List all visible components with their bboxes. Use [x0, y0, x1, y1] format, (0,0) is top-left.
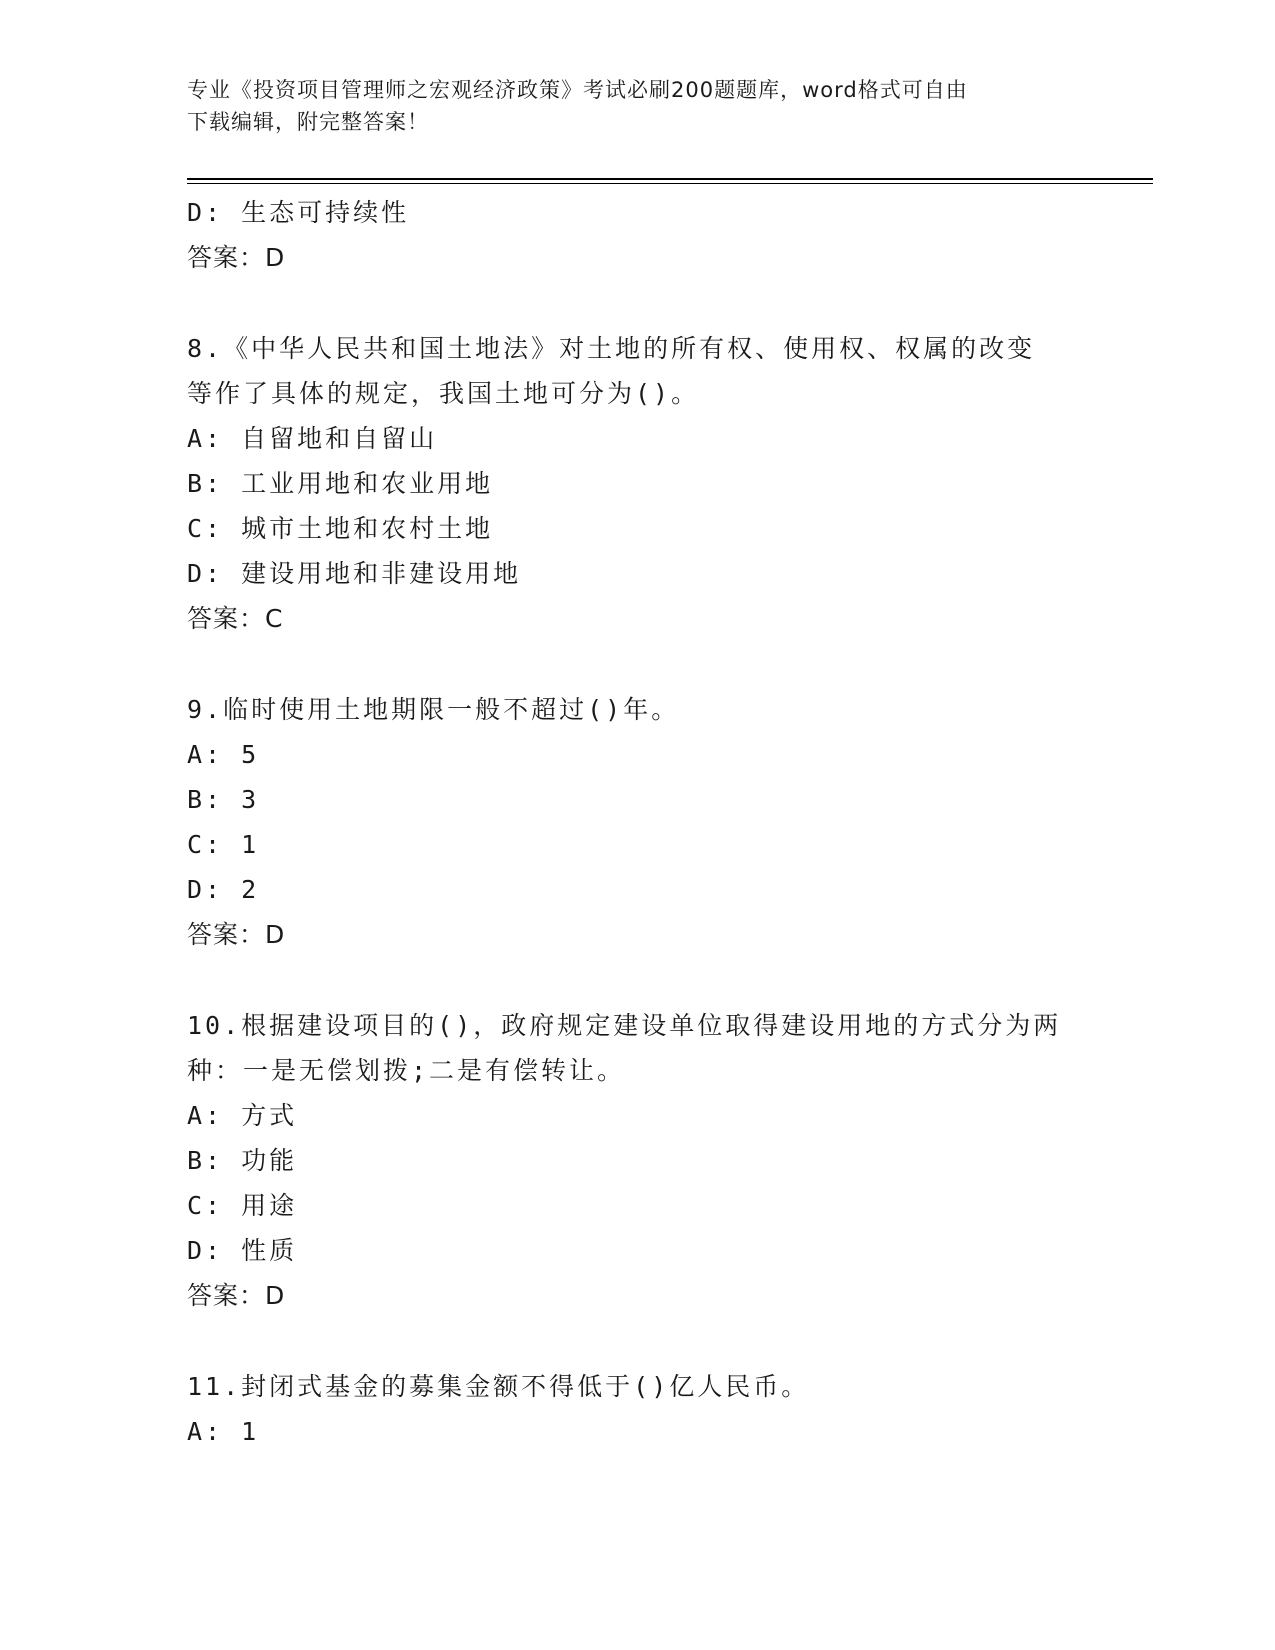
option-a: A: 5 — [187, 740, 260, 769]
option-b: B: 3 — [187, 785, 260, 814]
prev-answer: 答案：D — [187, 243, 286, 272]
option-a: A: 1 — [187, 1417, 260, 1446]
answer: 答案：D — [187, 1281, 286, 1310]
option-d: D: 2 — [187, 875, 260, 904]
header-line-1: 专业《投资项目管理师之宏观经济政策》考试必刷200题题库，word格式可自由 — [187, 78, 968, 102]
document-header — [187, 74, 1067, 138]
option-c: C: 城市土地和农村土地 — [187, 514, 494, 543]
question-10 — [187, 1003, 1087, 1318]
answer: 答案：D — [187, 920, 286, 949]
option-b: B: 功能 — [187, 1146, 298, 1175]
question-text: 8.《中华人民共和国土地法》对土地的所有权、使用权、权属的改变 — [187, 334, 1036, 363]
option-b: B: 工业用地和农业用地 — [187, 469, 494, 498]
option-a: A: 自留地和自留山 — [187, 424, 438, 453]
question-text: 10.根据建设项目的()，政府规定建设单位取得建设用地的方式分为两 — [187, 1011, 1062, 1040]
option-d: D: 建设用地和非建设用地 — [187, 559, 522, 588]
question-text: 等作了具体的规定，我国土地可分为()。 — [187, 379, 700, 408]
option-c: C: 用途 — [187, 1191, 298, 1220]
header-rule-thin — [187, 183, 1153, 184]
question-text: 11.封闭式基金的募集金额不得低于()亿人民币。 — [187, 1372, 810, 1401]
question-8 — [187, 326, 1087, 641]
question-text: 种：一是无偿划拨;二是有偿转让。 — [187, 1056, 626, 1085]
header-line-2: 下载编辑，附完整答案！ — [187, 110, 429, 134]
answer: 答案：C — [187, 604, 284, 633]
question-11 — [187, 1364, 1087, 1454]
question-9 — [187, 687, 1087, 957]
question-list — [187, 190, 1087, 1454]
header-rule-thick — [187, 178, 1153, 180]
option-d: D: 性质 — [187, 1236, 298, 1265]
prev-option-d: D: 生态可持续性 — [187, 198, 410, 227]
question-text: 9.临时使用土地期限一般不超过()年。 — [187, 695, 680, 724]
option-c: C: 1 — [187, 830, 260, 859]
option-a: A: 方式 — [187, 1101, 298, 1130]
